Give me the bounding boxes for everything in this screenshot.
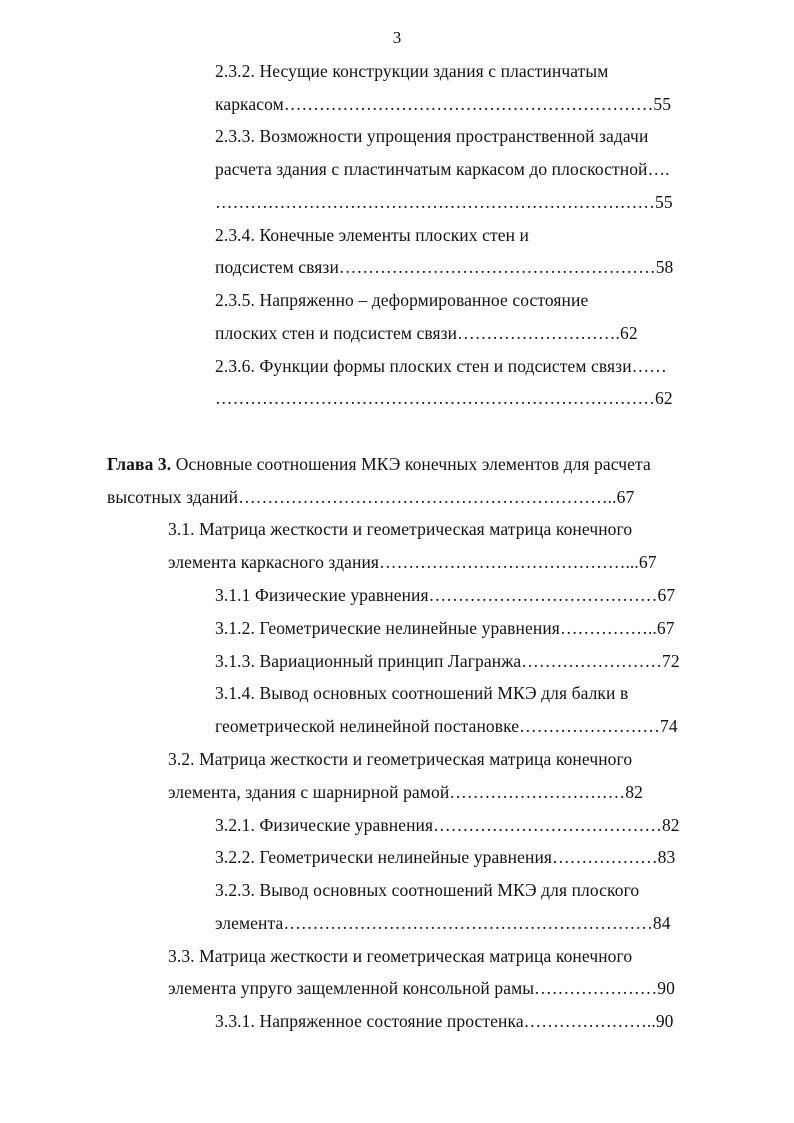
toc-entry-3-2-3-page: элемента………………………………………………………84 [215, 913, 671, 933]
toc-entry-3-2-2: 3.2.2. Геометрически нелинейные уравнения………………83 [215, 847, 676, 867]
toc-entry-2-3-2-page: каркасом………………………………………………………55 [215, 94, 672, 114]
toc-entry-2-3-2: 2.3.2. Несущие конструкции здания с пластинчатым [215, 61, 609, 81]
toc-entry-3-1-2: 3.1.2. Геометрические нелинейные уравнения……………..67 [215, 618, 675, 638]
toc-entry-3-1-4-page: геометрической нелинейной постановке……………………74 [215, 716, 678, 736]
toc-entry-3-2: 3.2. Матрица жесткости и геометрическая матрица конечного [168, 749, 633, 769]
toc-entry-3-2-3: 3.2.3. Вывод основных соотношений МКЭ для плоского [215, 880, 640, 900]
toc-entry-2-3-5: 2.3.5. Напряженно – деформированное состояние [215, 290, 589, 310]
page-number: 3 [392, 28, 402, 47]
toc-entry-3-1-3: 3.1.3. Вариационный принцип Лагранжа……………………72 [215, 651, 680, 671]
toc-entry-2-3-3-cont: расчета здания с пластинчатым каркасом до плоскостной…. [215, 159, 670, 179]
toc-entry-2-3-3: 2.3.3. Возможности упрощения пространственной задачи [215, 126, 649, 146]
toc-entry-3-3: 3.3. Матрица жесткости и геометрическая матрица конечного [168, 946, 633, 966]
toc-chapter-3-page: высотных зданий………………………………………………………..67 [107, 487, 635, 507]
chapter-label: Глава 3 [107, 454, 167, 474]
toc-entry-2-3-6-page: …………………………………………………………………62 [215, 388, 673, 408]
toc-entry-3-1-page: элемента каркасного здания……………………………………...67 [168, 552, 657, 572]
toc-entry-3-2-page: элемента, здания с шарнирной рамой…………………………82 [168, 782, 643, 802]
toc-entry-2-3-5-page: плоских стен и подсистем связи……………………….62 [215, 323, 638, 343]
toc-entry-3-1-1: 3.1.1 Физические уравнения…………………………………67 [215, 585, 676, 605]
toc-entry-2-3-6: 2.3.6. Функции формы плоских стен и подсистем связи…… [215, 356, 667, 376]
toc-entry-2-3-4: 2.3.4. Конечные элементы плоских стен и [215, 225, 529, 245]
toc-entry-3-3-1: 3.3.1. Напряженное состояние простенка…………………..90 [215, 1011, 674, 1031]
toc-entry-3-3-page: элемента упруго защемленной консольной рамы…………………90 [168, 978, 676, 998]
toc-entry-3-1: 3.1. Матрица жесткости и геометрическая матрица конечного [168, 519, 633, 539]
toc-entry-2-3-4-page: подсистем связи………………………………………………58 [215, 257, 674, 277]
toc-entry-2-3-3-page: …………………………………………………………………55 [215, 192, 673, 212]
toc-entry-3-1-4: 3.1.4. Вывод основных соотношений МКЭ для балки в [215, 683, 629, 703]
chapter-title: Основные соотношения МКЭ конечных элементов для расчета [175, 454, 651, 474]
toc-chapter-3: Глава 3. Основные соотношения МКЭ конечных элементов для расчета [107, 454, 651, 474]
toc-entry-3-2-1: 3.2.1. Физические уравнения…………………………………82 [215, 815, 680, 835]
